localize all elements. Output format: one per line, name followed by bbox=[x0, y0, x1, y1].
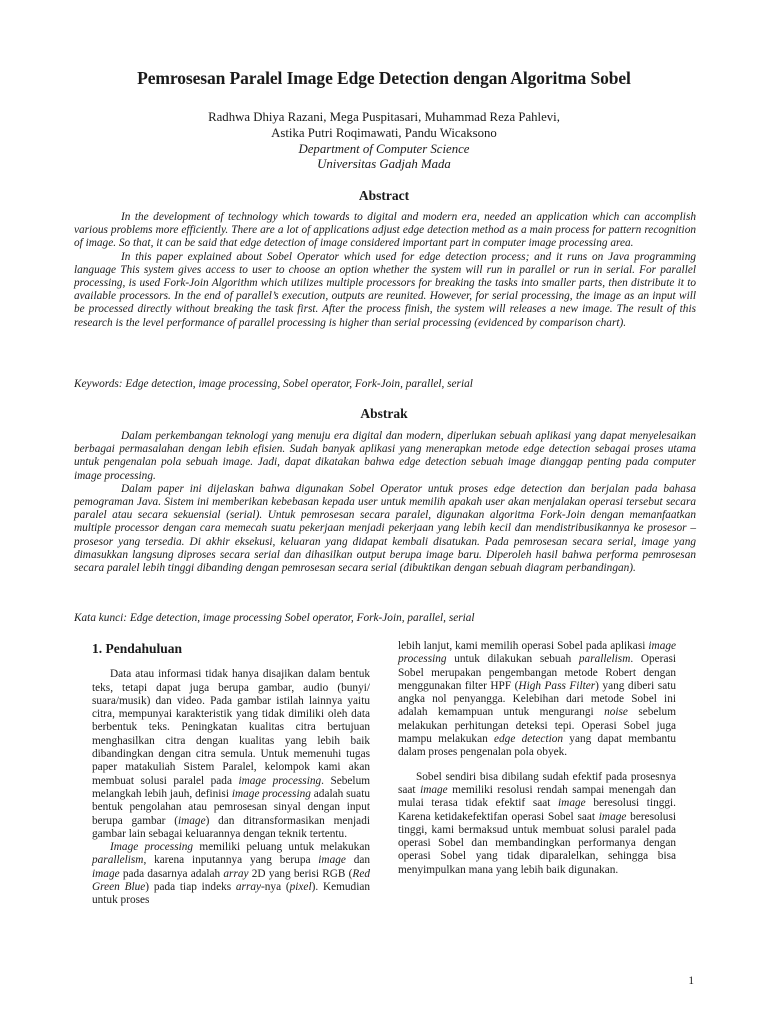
abstract-paragraph-1: In the development of technology which towards to digital and modern era, needed an application which can accomplish various problems more efficiently. There are a lot of applications adjust edge detection method as a main process for pattern recognition of image. So that, it can be said that edge detection of image considered important part in computer image processing area. bbox=[74, 211, 696, 250]
abstrak-keywords: Kata kunci: Edge detection, image processing Sobel operator, Fork-Join, parallel, serial bbox=[74, 612, 475, 624]
abstract-keywords: Keywords: Edge detection, image processing, Sobel operator, Fork-Join, parallel, serial bbox=[74, 378, 473, 390]
intro-paragraph-1: Data atau informasi tidak hanya disajikan dalam bentuk teks, tetapi dapat juga berupa gambar, audio (bunyi/ suara/musik) dan video. Pada gambar istilah lainnya yaitu citra, mempunyai karakteristik yang tidak dimiliki oleh data berbentuk teks. Peningkatan kualitas citra bertujuan menghasilkan citra dengan kualitas yang lebih baik dibandingkan dengan citra semula. Untuk memenuhi tugas paper matakuliah Sistem Paralel, kelompok kami akan membuat solusi paralel pada image processing. Sebelum melangkah lebih jauh, definisi image processing adalah suatu bentuk pengolahan atau pemrosesan sinyal dengan input berupa gambar (image) dan ditransformasikan menjadi gambar lain sebagai keluarannya dengan teknik tertentu. bbox=[92, 668, 371, 840]
abstrak-body bbox=[74, 430, 696, 575]
author-block bbox=[0, 110, 768, 173]
paper-title: Pemrosesan Paralel Image Edge Detection dengan Algoritma Sobel bbox=[137, 68, 631, 88]
abstrak-paragraph-2: Dalam paper ini dijelaskan bahwa digunakan Sobel Operator untuk proses edge detection dan berjalan pada bahasa pemograman Java. Sistem ini memberikan kebebasan kepada user untuk memilih apakah user akan menjalakan operasi tersebut secara paralel atau secara sekuensial (serial). Untuk pemrosesan secara paralel, digunakan algoritma Fork-Join dengan memanfaatkan multiple processor dengan cara memecah suatu pekerjaan menjadi pekerjaan yang lebih kecil dan mendistribusikannya ke prosesor – prosesor yang tersedia. Di akhir eksekusi, keluaran yang didapat kembali disatukan. Pada pemrosesan secara serial, image yang dimasukkan langsung diproses secara serial dan dihasilkan output berupa image baru. Diperoleh hasil bahwa performa pemrosesan secara paralel lebih tinggi dibanding dengan pemrosesan secara serial (dibuktikan dengan sebuah diagram perbandingan). bbox=[74, 482, 696, 575]
author-names-line-1: Radhwa Dhiya Razani, Mega Puspitasari, Muhammad Reza Pahlevi, bbox=[208, 110, 560, 124]
intro-paragraph-4: Sobel sendiri bisa dibilang sudah efektif pada prosesnya saat image memiliki resolusi rendah sampai menengah dan mulai terasa tidak efektif saat image beresolusi tinggi. Karena ketidakefektifan operasi Sobel saat image beresolusi tinggi, kami bermaksud untuk membuat solusi paralel pada operasi Sobel dan membandingkan performanya dengan operasi Sobel yang tidak diparalelkan, sehingga bisa menyimpulkan mana yang lebih baik digunakan. bbox=[398, 770, 676, 876]
right-column bbox=[398, 640, 676, 877]
section-heading-introduction: 1. Pendahuluan bbox=[92, 641, 183, 656]
abstrak-heading: Abstrak bbox=[360, 406, 408, 421]
abstract-heading: Abstract bbox=[358, 188, 410, 203]
abstrak-paragraph-1: Dalam perkembangan teknologi yang menuju era digital dan modern, diperlukan sebuah aplikasi yang dapat menyelesaikan berbagai permasalahan dengan lebih efisien. Sudah banyak aplikasi yang menerapkan metode edge detection sebagai proses utama untuk pengenalan pola sebuah image. Jadi, dapat dikatakan bahwa edge detection sebuah image dianggap penting pada computer image processing. bbox=[74, 430, 696, 482]
abstract-paragraph-2: In this paper explained about Sobel Operator which used for edge detection process; and it runs on Java programming language This system gives access to user to choose an option whether the system will run in parallel or run in serial. For parallel processing, is used Fork-Join Algorithm which utilizes multiple processors for breaking the tasks into smaller parts, then distribute it to available processors. In the end of parallel’s execution, outputs are reunited. However, for serial processing, the image as an input will be processed directly without breaking the task first. After the process finish, the system will releases a new image. The result of this research is the level performance of parallel processing is higher than serial processing (evidenced by comparison chart). bbox=[74, 250, 696, 329]
intro-paragraph-3: lebih lanjut, kami memilih operasi Sobel pada aplikasi image processing untuk dilakukan sebuah parallelism. Operasi Sobel merupakan pengembangan metode Robert dengan menggunakan filter HPF (High Pass Filter) yang diberi satu angka nol penyangga. Kelebihan dari metode Sobel ini adalah kemampuan untuk mengurangi noise sebelum melakukan perhitungan deteksi tepi. Operasi Sobel juga mampu melakukan edge detection yang dapat membantu dalam proses pengenalan pola obyek. bbox=[398, 640, 677, 759]
abstract-body bbox=[74, 211, 696, 330]
university: Universitas Gadjah Mada bbox=[317, 157, 451, 172]
intro-paragraph-2: Image processing memiliki peluang untuk melakukan parallelism, karena inputannya yang berupa image dan image pada dasarnya adalah array 2D yang berisi RGB (Red Green Blue) pada tiap indeks array-nya (pixel). Kemudian untuk proses bbox=[92, 841, 371, 907]
page-number: 1 bbox=[688, 975, 694, 987]
left-column bbox=[92, 642, 370, 908]
department: Department of Computer Science bbox=[298, 141, 470, 156]
author-names-line-2: Astika Putri Roqimawati, Pandu Wicaksono bbox=[271, 125, 497, 140]
